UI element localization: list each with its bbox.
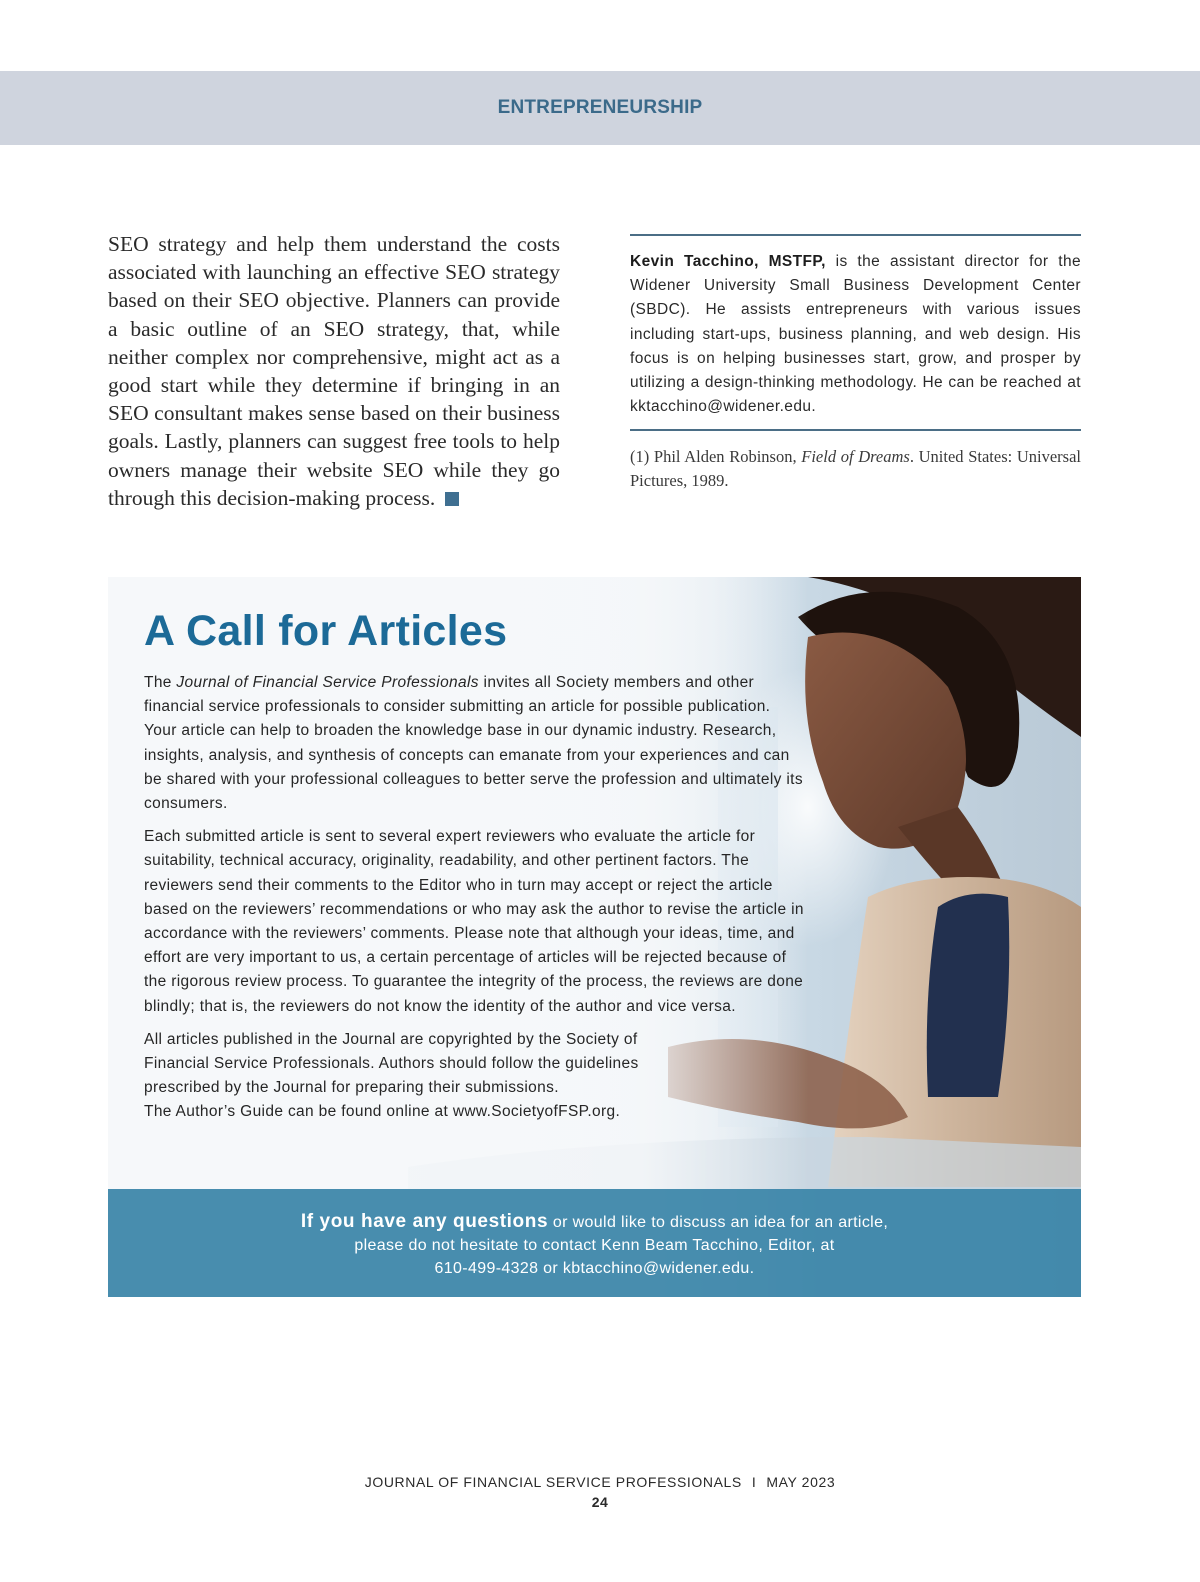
article-closing-paragraph	[108, 230, 560, 512]
cfa-p1-rest: invites all Society members and other financial service professionals to consider submitting an article for possible publication. Your article can help to broaden the knowledge base in our dynamic industry. Research, insights, analysis, and synthesis of concepts can emanate from your experiences and can be shared with your professional colleagues to better serve the profession and ultimately its consumers.	[144, 674, 803, 813]
footnote-prefix: (1) Phil Alden Robinson,	[630, 447, 802, 467]
page-number: 24	[591, 1494, 609, 1510]
cfa-p3-line-3: prescribed by the Journal for preparing their submissions.	[144, 1079, 559, 1097]
cfa-paragraph-3	[144, 1028, 804, 1125]
cfa-p3-line-4: The Author’s Guide can be found online at www.SocietyofFSP.org.	[144, 1103, 621, 1121]
footnote	[630, 445, 1081, 493]
call-for-articles-ad	[108, 577, 1081, 1297]
call-for-articles-title: A Call for Articles	[144, 607, 508, 655]
section-label: ENTREPRENEURSHIP	[497, 97, 703, 118]
author-name: Kevin Tacchino, MSTFP,	[630, 253, 826, 270]
cfa-paragraph-2: Each submitted article is sent to several expert reviewers who evaluate the article for suitability, technical accuracy, originality, readability, and other pertinent factors. The reviewers send their comments to the Editor who in turn may accept or reject the article based on the reviewers’ recommendations or who may ask the author to revise the article in accordance with the reviewers’ comments. Please note that although your ideas, time, and effort are very important to us, a certain percentage of articles will be rejected because of the rigorous review process. To guarantee the integrity of the process, the reviews are done blindly; that is, the reviewers do not know the identity of the author and vice versa.	[144, 828, 804, 1015]
author-bio	[630, 250, 1081, 419]
article-closing-text: SEO strategy and help them understand the costs associated with launching an effective SEO strategy based on their SEO objective. Planners can provide a basic outline of an SEO strategy, that, while neither complex nor comprehensive, might act as a good start while they determine if bringing in an SEO consultant makes sense based on their business goals. Lastly, planners can suggest free tools to help owners manage their website SEO while they go through this decision-making process.	[108, 232, 560, 510]
footer-line	[0, 1474, 1200, 1490]
contact-line-1-text: or would like to discuss an idea for an article,	[548, 1214, 889, 1231]
contact-line-3: 610-499-4328 or kbtacchino@widener.edu.	[434, 1260, 755, 1277]
call-for-articles-body	[144, 671, 804, 1134]
footer-issue: MAY 2023	[766, 1474, 836, 1490]
page-footer	[0, 1474, 1200, 1510]
cfa-p1-start: The	[144, 674, 177, 691]
contact-line-2: please do not hesitate to contact Kenn Beam Tacchino, Editor, at	[354, 1237, 835, 1254]
cfa-p3-line-2: Financial Service Professionals. Authors should follow the guidelines	[144, 1055, 639, 1073]
cfa-paragraph-1	[144, 671, 804, 816]
bio-bottom-rule	[630, 429, 1081, 431]
footer-journal: JOURNAL OF FINANCIAL SERVICE PROFESSIONALS	[364, 1474, 742, 1490]
contact-lead: If you have any questions	[300, 1211, 549, 1232]
author-bio-box	[630, 234, 1081, 493]
contact-bar	[108, 1189, 1081, 1297]
footer-separator: I	[751, 1474, 757, 1490]
cfa-p3-line-1: All articles published in the Journal are copyrighted by the Society of	[144, 1030, 638, 1048]
end-of-article-mark	[445, 492, 459, 506]
contact-line-1	[108, 1210, 1081, 1234]
author-bio-text: is the assistant director for the Widener University Small Business Development Center (SBDC). He assists entrepreneurs with various issues including start-ups, business planning, and web design. His focus is on helping businesses start, grow, and prosper by utilizing a design-thinking methodology. He can be reached at kktacchino@widener.edu.	[630, 253, 1081, 416]
journal-name: Journal of Financial Service Professionals	[176, 674, 479, 691]
footnote-suffix: . United States: Universal Pictures, 1989.	[630, 447, 1081, 491]
bio-top-rule	[630, 234, 1081, 236]
footnote-title: Field of Dreams	[801, 447, 910, 467]
section-header-band	[0, 71, 1200, 145]
